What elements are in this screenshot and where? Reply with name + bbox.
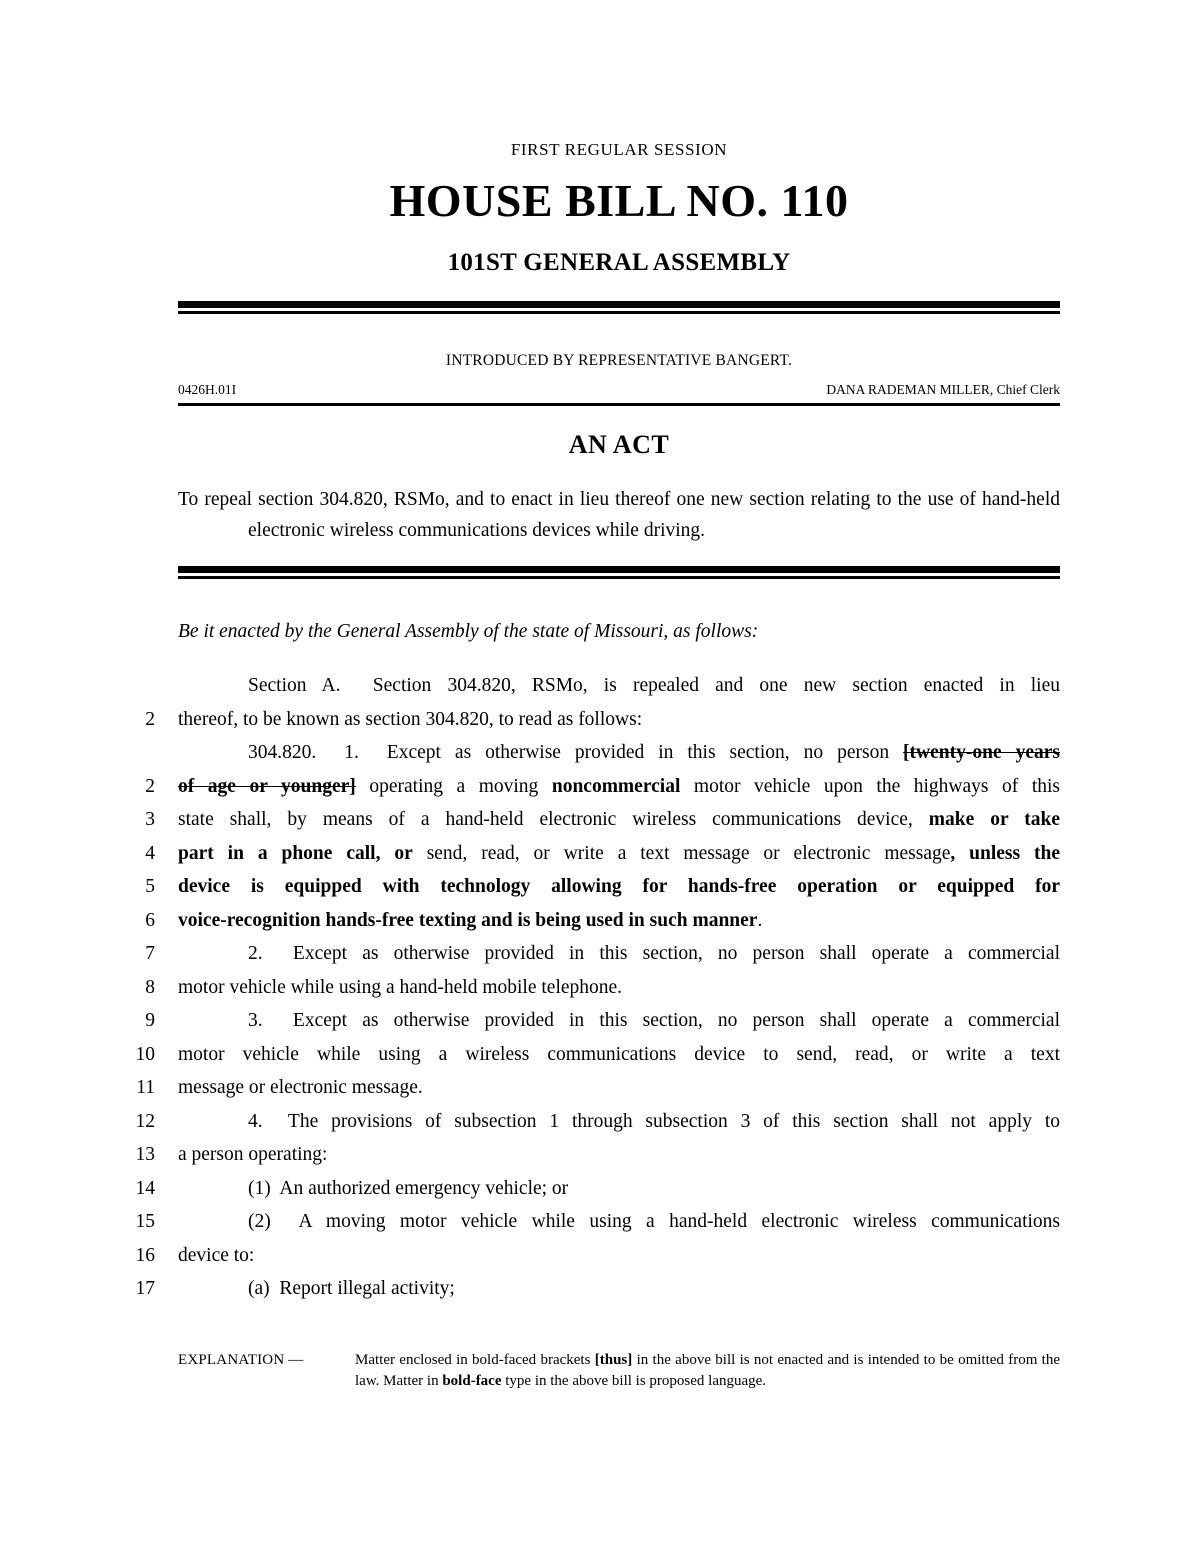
clerk-name: DANA RADEMAN MILLER, [826,382,994,397]
clerk-signature [826,382,1060,398]
introduced-by-line: INTRODUCED BY REPRESENTATIVE BANGERT. [445,352,793,369]
bill-line [107,1138,1060,1172]
line-number: 8 [145,976,155,998]
line-text [178,1239,1060,1273]
line-number: 4 [145,842,155,864]
line-text [178,904,1060,938]
bill-line [107,1038,1060,1072]
line-number: 2 [145,775,155,797]
line-text [178,703,1060,737]
plain-text: (2) A moving motor vehicle while using a hand-held electronic wireless communications [248,1211,1060,1232]
line-number: 16 [135,1244,155,1266]
struck-bracketed-text: [twenty-one years [903,742,1060,763]
line-text [178,803,1060,837]
clerk-row [178,382,1060,398]
line-text [178,1172,1060,1206]
line-text [178,1004,1060,1038]
bill-line [107,770,1060,804]
line-text [178,770,1060,804]
enacting-clause: Be it enacted by the General Assembly of the state of Missouri, as follows: [178,621,759,642]
line-number: 15 [135,1211,155,1232]
line-text [178,837,1060,871]
line-text [178,669,1060,703]
an-act-heading: AN ACT [568,430,670,459]
plain-text: a person operating: [178,1144,328,1165]
plain-text: 2. Except as otherwise provided in this section, no person shall operate a commercial [248,943,1060,964]
plain-text: 304.820. 1. Except as otherwise provided in this section, no person [248,742,904,763]
plain-text: motor vehicle while using a wireless communications device to send, read, or write a text [178,1043,1060,1065]
line-text [178,1071,1060,1105]
bill-line [107,971,1060,1005]
line-text [178,1105,1060,1139]
line-number: 14 [135,1177,155,1199]
clerk-title: Chief Clerk [993,382,1060,397]
bill-line [107,1205,1060,1239]
session-heading: FIRST REGULAR SESSION [510,140,728,159]
bold-proposed-text: bold-face [442,1373,502,1389]
line-number: 5 [145,876,155,897]
plain-text: message or electronic message. [178,1077,423,1098]
line-text [178,1138,1060,1172]
line-number: 3 [145,809,155,830]
line-text [178,1272,1060,1306]
bill-line [107,870,1060,904]
line-number: 13 [135,1144,155,1165]
plain-text: Section A. Section 304.820, RSMo, is repealed and one new section enacted in lieu [248,675,1060,696]
plain-text: motor vehicle while using a hand-held mobile telephone. [178,976,623,998]
act-summary: To repeal section 304.820, RSMo, and to enact in lieu thereof one new section relating to the use of hand-held electronic wireless communications devices while driving. [178,489,1060,541]
bill-line [107,1239,1060,1273]
explanation-text [355,1350,1060,1393]
divider-thick-thin-top [178,301,1060,314]
bill-line [107,1105,1060,1139]
plain-text: state shall, by means of a hand-held electronic wireless communications device, [178,809,929,830]
line-text [178,937,1060,971]
line-text [178,870,1060,904]
plain-text: (a) Report illegal activity; [248,1278,455,1299]
bill-line [107,904,1060,938]
line-text [178,736,1060,770]
plain-text: 4. The provisions of subsection 1 through subsection 3 of this section shall not apply to [248,1110,1060,1132]
line-number: 9 [145,1010,155,1031]
divider-thin [178,403,1060,406]
assembly-heading: 101ST GENERAL ASSEMBLY [447,249,791,276]
plain-text: in the above bill is not enacted and is intended to be omitted from the law. Matter in [355,1351,1061,1389]
bill-line [107,1071,1060,1105]
line-number: 11 [136,1077,155,1098]
bold-proposed-text: voice-recognition hands-free texting and is being used in such manner [178,909,758,931]
bill-title: HOUSE BILL NO. 110 [389,175,849,226]
line-number: 12 [135,1110,155,1132]
explanation-label: EXPLANATION — [178,1351,304,1368]
line-number: 2 [145,708,155,730]
bill-code: 0426H.01I [178,382,237,397]
bold-proposed-text: make or take [928,809,1060,830]
bold-proposed-text: noncommercial [551,775,681,797]
bold-proposed-text: , unless the [950,842,1061,864]
bill-line [107,669,1060,703]
plain-text: Matter enclosed in bold-faced brackets [355,1351,595,1368]
plain-text: device to: [178,1244,255,1266]
line-number: 7 [145,943,155,964]
line-text [178,1038,1060,1072]
bill-lines [135,669,1061,1306]
line-number [107,669,155,703]
bill-line [107,1272,1060,1306]
bold-proposed-text: [thus] [594,1351,633,1368]
line-text [178,1205,1060,1239]
plain-text: 3. Except as otherwise provided in this section, no person shall operate a commercial [248,1010,1060,1031]
bold-proposed-text: part in a phone call, or [178,842,413,864]
plain-text: send, read, or write a text message or electronic message [412,842,951,864]
plain-text: motor vehicle upon the highways of this [680,775,1060,797]
explanation-footer [178,1350,1060,1393]
plain-text: operating a moving [355,775,552,797]
line-number [107,736,155,770]
line-number: 6 [145,909,155,931]
bill-line [107,937,1060,971]
line-number: 17 [135,1278,155,1299]
plain-text: . [757,909,763,931]
bill-line [107,703,1060,737]
divider-thick-thin-bottom [178,566,1060,579]
plain-text: thereof, to be known as section 304.820, to read as follows: [178,708,643,730]
bill-line [107,803,1060,837]
bill-line [107,837,1060,871]
bill-line [107,1172,1060,1206]
line-number: 10 [135,1043,155,1065]
bill-line [107,1004,1060,1038]
plain-text: type in the above bill is proposed language. [501,1373,767,1389]
bold-proposed-text: device is equipped with technology allowing for hands-free operation or equipped for [178,876,1060,897]
plain-text: (1) An authorized emergency vehicle; or [248,1177,569,1199]
line-text [178,971,1060,1005]
struck-bracketed-text: of age or younger] [178,775,356,797]
bill-line [107,736,1060,770]
